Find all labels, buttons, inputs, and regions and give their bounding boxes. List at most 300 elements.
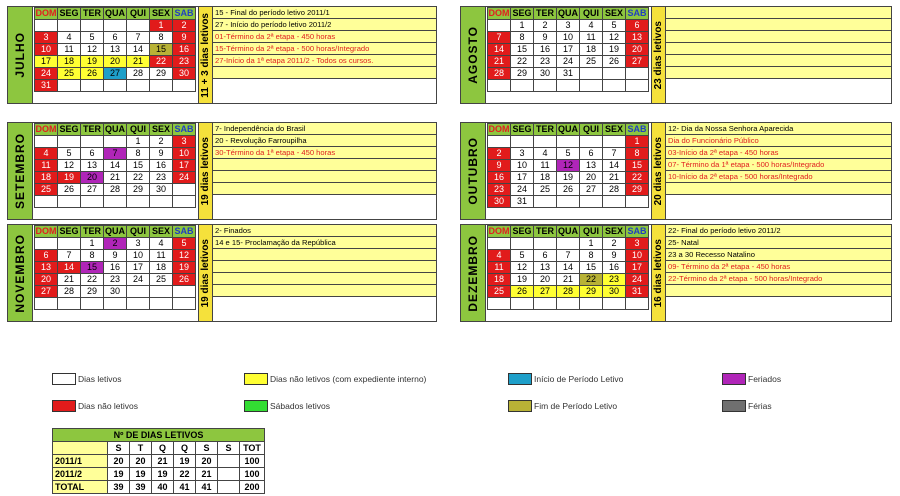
legend-swatch [508, 400, 532, 412]
day-cell[interactable]: 28 [127, 68, 150, 80]
day-cell[interactable]: 8 [81, 250, 104, 262]
totals-value: 19 [152, 468, 174, 481]
day-cell[interactable] [127, 298, 150, 310]
day-cell[interactable]: 4 [58, 32, 81, 44]
day-cell[interactable]: 18 [580, 44, 603, 56]
day-cell[interactable]: 2 [534, 20, 557, 32]
day-cell[interactable]: 4 [35, 148, 58, 160]
day-cell[interactable] [58, 238, 81, 250]
day-cell[interactable]: 24 [557, 56, 580, 68]
day-cell[interactable] [104, 20, 127, 32]
legend-swatch [52, 373, 76, 385]
day-cell[interactable]: 10 [511, 160, 534, 172]
day-cell[interactable]: 8 [150, 32, 173, 44]
day-cell[interactable] [173, 298, 196, 310]
day-cell[interactable] [104, 298, 127, 310]
day-cell[interactable] [511, 136, 534, 148]
day-cell[interactable]: 19 [173, 262, 196, 274]
day-cell[interactable] [35, 196, 58, 208]
day-cell[interactable]: 8 [127, 148, 150, 160]
legend-item [52, 373, 121, 385]
day-cell[interactable]: 2 [104, 238, 127, 250]
day-cell[interactable]: 9 [173, 32, 196, 44]
day-cell[interactable]: 7 [104, 148, 127, 160]
weekday-header: SEG [59, 8, 79, 18]
day-cell[interactable]: 29 [626, 184, 649, 196]
day-cell[interactable]: 3 [35, 32, 58, 44]
day-cell[interactable]: 4 [580, 20, 603, 32]
day-cell[interactable]: 2 [603, 238, 626, 250]
day-cell[interactable]: 23 [488, 184, 511, 196]
day-cell[interactable]: 11 [488, 262, 511, 274]
legend-swatch [722, 373, 746, 385]
day-cell[interactable]: 12 [511, 262, 534, 274]
day-cell[interactable]: 16 [104, 262, 127, 274]
day-cell[interactable]: 25 [580, 56, 603, 68]
legend-swatch [508, 373, 532, 385]
day-cell[interactable]: 17 [35, 56, 58, 68]
day-cell[interactable] [104, 196, 127, 208]
totals-value: 19 [108, 468, 130, 481]
day-cell[interactable] [603, 68, 626, 80]
totals-value: 41 [196, 481, 218, 494]
day-cell[interactable] [150, 196, 173, 208]
day-cell[interactable]: 27 [104, 68, 127, 80]
day-cell[interactable]: 6 [580, 148, 603, 160]
day-cell[interactable]: 12 [58, 160, 81, 172]
event-row [666, 19, 891, 31]
day-cell[interactable] [557, 298, 580, 310]
day-cell[interactable] [626, 298, 649, 310]
day-cell[interactable]: 1 [626, 136, 649, 148]
day-cell[interactable]: 27 [35, 286, 58, 298]
day-cell[interactable]: 1 [127, 136, 150, 148]
day-cell[interactable]: 16 [150, 160, 173, 172]
day-cell[interactable]: 11 [580, 32, 603, 44]
day-cell[interactable]: 7 [603, 148, 626, 160]
day-cell[interactable]: 28 [58, 286, 81, 298]
day-cell[interactable] [534, 238, 557, 250]
day-cell[interactable] [81, 298, 104, 310]
day-cell[interactable]: 17 [127, 262, 150, 274]
day-cell[interactable]: 25 [150, 274, 173, 286]
day-cell[interactable]: 31 [557, 68, 580, 80]
totals-value: 200 [240, 481, 265, 494]
day-cell[interactable] [173, 286, 196, 298]
day-cell[interactable]: 28 [603, 184, 626, 196]
day-cell[interactable]: 13 [534, 262, 557, 274]
day-cell[interactable]: 24 [173, 172, 196, 184]
day-cell[interactable]: 30 [534, 68, 557, 80]
day-cell[interactable] [626, 80, 649, 92]
weekday-header: SEX [603, 8, 626, 20]
day-cell[interactable]: 26 [557, 184, 580, 196]
day-cell[interactable] [35, 298, 58, 310]
day-cell[interactable]: 19 [81, 56, 104, 68]
day-cell[interactable]: 5 [511, 250, 534, 262]
day-cell[interactable]: 26 [511, 286, 534, 298]
day-cell[interactable]: 22 [150, 56, 173, 68]
day-cell[interactable] [150, 298, 173, 310]
day-cell[interactable]: 25 [488, 286, 511, 298]
day-cell[interactable]: 15 [626, 160, 649, 172]
totals-value: 41 [174, 481, 196, 494]
day-cell[interactable]: 27 [81, 184, 104, 196]
day-cell[interactable]: 31 [511, 196, 534, 208]
day-cell[interactable]: 28 [488, 68, 511, 80]
day-cell[interactable]: 21 [557, 274, 580, 286]
day-cell[interactable] [58, 196, 81, 208]
day-cell[interactable]: 27 [626, 56, 649, 68]
day-cell[interactable] [150, 286, 173, 298]
day-cell[interactable] [557, 196, 580, 208]
day-cell[interactable]: 6 [81, 148, 104, 160]
day-cell[interactable]: 6 [626, 20, 649, 32]
day-cell[interactable]: 27 [580, 184, 603, 196]
day-cell[interactable] [58, 80, 81, 92]
day-cell[interactable]: 6 [35, 250, 58, 262]
day-cell[interactable]: 14 [603, 160, 626, 172]
day-cell[interactable] [511, 298, 534, 310]
day-cell[interactable]: 23 [104, 274, 127, 286]
day-cell[interactable] [534, 136, 557, 148]
day-cell[interactable]: 25 [534, 184, 557, 196]
day-cell[interactable]: 5 [603, 20, 626, 32]
day-cell[interactable] [557, 136, 580, 148]
day-cell[interactable]: 15 [150, 44, 173, 56]
day-cell[interactable]: 16 [534, 44, 557, 56]
day-cell[interactable]: 29 [580, 286, 603, 298]
day-cell[interactable] [511, 238, 534, 250]
day-cell[interactable]: 30 [488, 196, 511, 208]
event-row: 23 a 30 Recesso Natalino [666, 249, 891, 261]
weekday-header: TER [81, 8, 104, 20]
day-cell[interactable] [173, 184, 196, 196]
day-cell[interactable] [58, 20, 81, 32]
day-cell[interactable]: 3 [557, 20, 580, 32]
day-cell[interactable]: 16 [173, 44, 196, 56]
day-cell[interactable]: 12 [603, 32, 626, 44]
calendar-grid-agosto [487, 7, 649, 92]
day-cell[interactable]: 29 [150, 68, 173, 80]
day-cell[interactable]: 23 [534, 56, 557, 68]
day-cell[interactable]: 22 [81, 274, 104, 286]
day-cell[interactable]: 25 [35, 184, 58, 196]
day-cell[interactable]: 24 [511, 184, 534, 196]
day-cell[interactable]: 5 [173, 238, 196, 250]
day-cell[interactable] [534, 298, 557, 310]
day-cell[interactable]: 7 [127, 32, 150, 44]
day-cell[interactable] [104, 136, 127, 148]
day-cell[interactable] [35, 20, 58, 32]
event-row: 7- Independência do Brasil [213, 123, 436, 135]
day-cell[interactable]: 4 [534, 148, 557, 160]
legend-item [244, 373, 426, 385]
day-cell[interactable]: 17 [511, 172, 534, 184]
day-cell[interactable] [58, 136, 81, 148]
day-cell[interactable] [603, 136, 626, 148]
day-cell[interactable]: 1 [580, 238, 603, 250]
day-cell[interactable]: 26 [58, 184, 81, 196]
day-cell[interactable] [603, 298, 626, 310]
day-cell[interactable] [127, 286, 150, 298]
day-cell[interactable]: 10 [173, 148, 196, 160]
day-cell[interactable]: 11 [150, 250, 173, 262]
legend-swatch [52, 400, 76, 412]
day-cell[interactable]: 21 [127, 56, 150, 68]
day-cell[interactable]: 16 [603, 262, 626, 274]
day-cell[interactable]: 18 [534, 172, 557, 184]
day-cell[interactable]: 13 [81, 160, 104, 172]
events-list-setembro [213, 123, 436, 195]
day-cell[interactable] [81, 196, 104, 208]
day-cell[interactable]: 4 [488, 250, 511, 262]
event-row: 12- Dia da Nossa Senhora Aparecida [666, 123, 891, 135]
calendar-grid-setembro [34, 123, 196, 208]
day-cell[interactable]: 4 [150, 238, 173, 250]
day-cell[interactable] [488, 238, 511, 250]
day-cell[interactable]: 20 [104, 56, 127, 68]
day-cell[interactable]: 8 [580, 250, 603, 262]
events-list-agosto [666, 7, 891, 79]
day-cell[interactable]: 14 [488, 44, 511, 56]
day-cell[interactable]: 18 [58, 56, 81, 68]
day-cell[interactable]: 11 [35, 160, 58, 172]
day-cell[interactable]: 6 [104, 32, 127, 44]
day-cell[interactable]: 14 [58, 262, 81, 274]
legend-item [508, 373, 623, 385]
day-cell[interactable]: 22 [511, 56, 534, 68]
day-cell[interactable]: 8 [511, 32, 534, 44]
day-cell[interactable]: 29 [127, 184, 150, 196]
day-cell[interactable]: 12 [173, 250, 196, 262]
day-cell[interactable] [511, 80, 534, 92]
day-cell[interactable]: 24 [127, 274, 150, 286]
day-cell[interactable]: 20 [626, 44, 649, 56]
legend-item [722, 373, 781, 385]
day-cell[interactable] [580, 298, 603, 310]
day-cell[interactable] [58, 298, 81, 310]
day-cell[interactable] [104, 80, 127, 92]
day-cell[interactable] [81, 136, 104, 148]
day-cell[interactable]: 20 [35, 274, 58, 286]
day-cell[interactable]: 15 [580, 262, 603, 274]
day-cell[interactable]: 9 [150, 148, 173, 160]
day-cell[interactable]: 22 [127, 172, 150, 184]
day-cell[interactable]: 5 [557, 148, 580, 160]
day-cell[interactable] [557, 238, 580, 250]
day-cell[interactable]: 19 [603, 44, 626, 56]
event-row: 10-Início da 2ª etapa - 500 horas/Integrado [666, 171, 891, 183]
day-cell[interactable]: 12 [557, 160, 580, 172]
month-name: JULHO [13, 32, 27, 78]
day-cell[interactable]: 21 [488, 56, 511, 68]
day-cell[interactable] [488, 80, 511, 92]
day-cell[interactable] [626, 196, 649, 208]
day-cell[interactable]: 24 [35, 68, 58, 80]
day-cell[interactable]: 10 [626, 250, 649, 262]
day-cell[interactable]: 18 [35, 172, 58, 184]
day-cell[interactable]: 17 [626, 262, 649, 274]
day-cell[interactable]: 19 [58, 172, 81, 184]
day-cell[interactable] [127, 80, 150, 92]
day-cell[interactable]: 9 [488, 160, 511, 172]
day-cell[interactable]: 20 [81, 172, 104, 184]
day-cell[interactable] [173, 196, 196, 208]
day-cell[interactable] [488, 20, 511, 32]
day-cell[interactable]: 11 [534, 160, 557, 172]
day-cell[interactable]: 25 [58, 68, 81, 80]
day-cell[interactable] [603, 80, 626, 92]
totals-value: 21 [196, 468, 218, 481]
month-name: AGOSTO [466, 26, 480, 84]
day-cell[interactable]: 23 [150, 172, 173, 184]
day-cell[interactable] [534, 80, 557, 92]
day-cell[interactable]: 18 [150, 262, 173, 274]
day-cell[interactable]: 12 [81, 44, 104, 56]
day-cell[interactable]: 31 [626, 286, 649, 298]
day-cell[interactable]: 15 [81, 262, 104, 274]
event-row: 01-Término da 2ª etapa - 450 horas [213, 31, 436, 43]
day-cell[interactable]: 29 [81, 286, 104, 298]
day-cell[interactable] [81, 80, 104, 92]
day-cell[interactable]: 8 [626, 148, 649, 160]
day-cell[interactable]: 19 [511, 274, 534, 286]
day-cell[interactable] [580, 68, 603, 80]
day-cell[interactable]: 29 [511, 68, 534, 80]
day-cell[interactable]: 5 [58, 148, 81, 160]
totals-value: 20 [130, 455, 152, 468]
events-list-julho [213, 7, 436, 79]
day-cell[interactable]: 18 [488, 274, 511, 286]
day-cell[interactable]: 13 [626, 32, 649, 44]
day-cell[interactable]: 14 [557, 262, 580, 274]
day-cell[interactable]: 30 [104, 286, 127, 298]
day-cell[interactable]: 22 [580, 274, 603, 286]
day-cell[interactable]: 26 [81, 68, 104, 80]
day-cell[interactable]: 13 [580, 160, 603, 172]
day-cell[interactable] [35, 136, 58, 148]
day-cell[interactable] [603, 196, 626, 208]
day-cell[interactable] [81, 20, 104, 32]
day-cell[interactable]: 7 [557, 250, 580, 262]
day-cell[interactable] [173, 80, 196, 92]
day-cell[interactable]: 10 [35, 44, 58, 56]
day-cell[interactable]: 24 [626, 274, 649, 286]
totals-value: 19 [130, 468, 152, 481]
day-cell[interactable]: 3 [511, 148, 534, 160]
day-cell[interactable]: 30 [150, 184, 173, 196]
legend-item [508, 400, 617, 412]
totals-header: S [196, 442, 218, 455]
day-cell[interactable]: 7 [58, 250, 81, 262]
weekday-header: QUA [558, 8, 578, 18]
day-cell[interactable]: 30 [603, 286, 626, 298]
day-cell[interactable]: 26 [173, 274, 196, 286]
day-cell[interactable]: 23 [173, 56, 196, 68]
day-cell[interactable]: 19 [557, 172, 580, 184]
school-days-count [198, 225, 213, 321]
day-cell[interactable]: 31 [35, 80, 58, 92]
day-cell[interactable] [534, 196, 557, 208]
day-cell[interactable] [557, 80, 580, 92]
day-cell[interactable] [127, 20, 150, 32]
day-cell[interactable]: 10 [557, 32, 580, 44]
weekday-header: QUI [127, 8, 150, 20]
day-cell[interactable]: 22 [626, 172, 649, 184]
day-cell[interactable]: 15 [127, 160, 150, 172]
day-cell[interactable]: 21 [58, 274, 81, 286]
day-cell[interactable]: 6 [534, 250, 557, 262]
event-row [213, 249, 436, 261]
day-cell[interactable]: 14 [127, 44, 150, 56]
day-cell[interactable]: 28 [557, 286, 580, 298]
day-cell[interactable] [580, 196, 603, 208]
day-cell[interactable]: 17 [173, 160, 196, 172]
day-cell[interactable] [35, 238, 58, 250]
day-cell[interactable]: 20 [580, 172, 603, 184]
day-cell[interactable] [150, 80, 173, 92]
day-cell[interactable]: 3 [626, 238, 649, 250]
day-cell[interactable]: 9 [534, 32, 557, 44]
day-cell[interactable]: 13 [35, 262, 58, 274]
weekday-header: SEG [59, 124, 79, 134]
day-cell[interactable]: 30 [173, 68, 196, 80]
day-cell[interactable]: 13 [104, 44, 127, 56]
month-name: NOVEMBRO [13, 233, 27, 313]
totals-table [52, 428, 265, 494]
day-cell[interactable]: 3 [127, 238, 150, 250]
day-cell[interactable]: 10 [127, 250, 150, 262]
day-cell[interactable]: 21 [104, 172, 127, 184]
day-cell[interactable]: 27 [534, 286, 557, 298]
day-cell[interactable] [127, 196, 150, 208]
day-cell[interactable]: 1 [81, 238, 104, 250]
day-cell[interactable]: 2 [488, 148, 511, 160]
day-cell[interactable]: 26 [603, 56, 626, 68]
day-cell[interactable]: 20 [534, 274, 557, 286]
day-cell[interactable] [488, 298, 511, 310]
day-cell[interactable]: 14 [104, 160, 127, 172]
day-cell[interactable]: 9 [603, 250, 626, 262]
event-row [213, 159, 436, 171]
day-cell[interactable]: 16 [488, 172, 511, 184]
day-cell[interactable]: 2 [173, 20, 196, 32]
day-cell[interactable] [580, 136, 603, 148]
day-cell[interactable]: 15 [511, 44, 534, 56]
day-cell[interactable]: 3 [173, 136, 196, 148]
day-cell[interactable] [626, 68, 649, 80]
day-cell[interactable]: 5 [81, 32, 104, 44]
school-days-label: 16 dias letivos [653, 238, 664, 308]
legend-label: Início de Período Letivo [534, 374, 624, 384]
day-cell[interactable]: 9 [104, 250, 127, 262]
totals-value: 20 [196, 455, 218, 468]
day-cell[interactable]: 2 [150, 136, 173, 148]
day-cell[interactable]: 1 [150, 20, 173, 32]
day-cell[interactable]: 7 [488, 32, 511, 44]
day-cell[interactable]: 17 [557, 44, 580, 56]
day-cell[interactable]: 23 [603, 274, 626, 286]
day-cell[interactable]: 28 [104, 184, 127, 196]
day-cell[interactable] [488, 136, 511, 148]
legend-swatch [244, 400, 268, 412]
day-cell[interactable]: 1 [511, 20, 534, 32]
day-cell[interactable]: 11 [58, 44, 81, 56]
day-cell[interactable] [580, 80, 603, 92]
day-cell[interactable]: 21 [603, 172, 626, 184]
event-row [213, 171, 436, 183]
